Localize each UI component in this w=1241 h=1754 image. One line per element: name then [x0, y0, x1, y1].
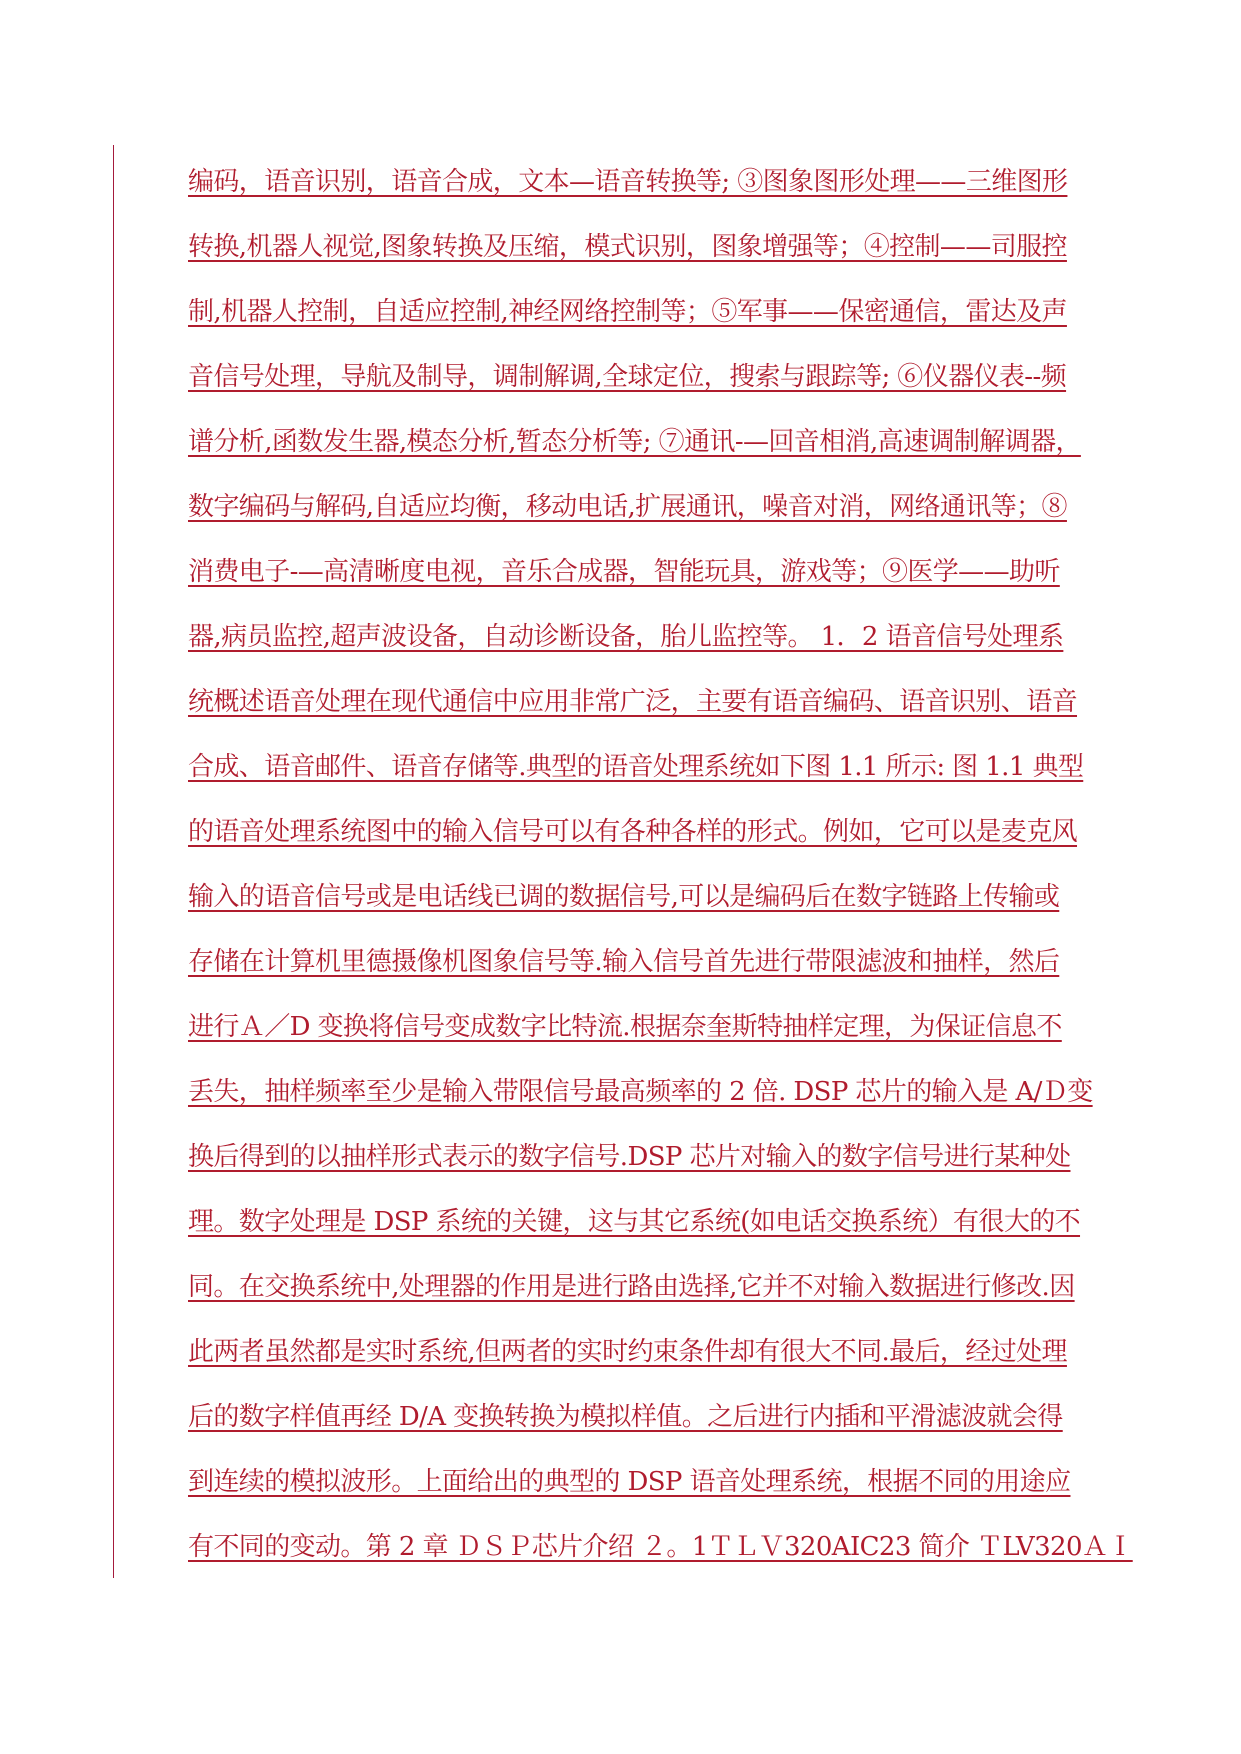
text-line: 数字编码与解码,自适应均衡，移动电话,扩展通讯，噪音对消，网络通讯等；⑧ [188, 492, 1067, 522]
text-line: 换后得到的以抽样形式表示的数字信号.DSP 芯片对输入的数字信号进行某种处 [188, 1142, 1071, 1172]
text-line: 此两者虽然都是实时系统,但两者的实时约束条件却有很大不同.最后，经过处理 [188, 1337, 1067, 1367]
body-text [188, 160, 1133, 1590]
text-line: 有不同的变动。第 2 章 ＤＳＰ芯片介绍 ２。1ＴＬＶ320AIC23 简介 ＴLV320ＡＩ [188, 1532, 1133, 1562]
text-line: 进行Ａ／D 变换将信号变成数字比特流.根据奈奎斯特抽样定理，为保证信息不 [188, 1012, 1062, 1042]
text-line: 到连续的模拟波形。上面给出的典型的 DSP 语音处理系统，根据不同的用途应 [188, 1467, 1071, 1497]
text-line: 理。数字处理是 DSP 系统的关键，这与其它系统(如电话交换系统）有很大的不 [188, 1207, 1081, 1237]
text-line: 存储在计算机里德摄像机图象信号等.输入信号首先进行带限滤波和抽样，然后 [188, 947, 1060, 977]
text-line: 丢失，抽样频率至少是输入带限信号最高频率的 2 倍. DSP 芯片的输入是 A/Ｄ变 [188, 1077, 1093, 1107]
text-line: 制,机器人控制，自适应控制,神经网络控制等；⑤军事——保密通信，雷达及声 [188, 297, 1067, 327]
text-line: 同。在交换系统中,处理器的作用是进行路由选择,它并不对输入数据进行修改.因 [188, 1272, 1075, 1302]
text-line: 编码，语音识别，语音合成，文本—语音转换等; ③图象图形处理——三维图形 [188, 167, 1068, 197]
text-line: 统概述语音处理在现代通信中应用非常广泛，主要有语音编码、语音识别、语音 [188, 687, 1078, 717]
text-line: 的语音处理系统图中的输入信号可以有各种各样的形式。例如，它可以是麦克风 [188, 817, 1078, 847]
text-line: 音信号处理，导航及制导，调制解调,全球定位，搜索与跟踪等; ⑥仪器仪表--频 [188, 362, 1067, 392]
margin-rule [113, 145, 114, 1578]
text-line: 后的数字样值再经 D/A 变换转换为模拟样值。之后进行内插和平滑滤波就会得 [188, 1402, 1063, 1432]
text-line: 转换,机器人视觉,图象转换及压缩，模式识别，图象增强等；④控制——司服控 [188, 232, 1067, 262]
text-line: 消费电子-—高清晰度电视，音乐合成器，智能玩具，游戏等；⑨医学——助听 [188, 557, 1060, 587]
text-line: 输入的语音信号或是电话线已调的数据信号,可以是编码后在数字链路上传输或 [188, 882, 1060, 912]
text-line: 器,病员监控,超声波设备，自动诊断设备，胎儿监控等。 1．2 语音信号处理系 [188, 622, 1064, 652]
text-line: 谱分析,函数发生器,模态分析,暂态分析等; ⑦通讯-—回音相消,高速调制解调器， [188, 427, 1081, 457]
text-line: 合成、语音邮件、语音存储等.典型的语音处理系统如下图 1.1 所示: 图 1.1 典型 [188, 752, 1084, 782]
